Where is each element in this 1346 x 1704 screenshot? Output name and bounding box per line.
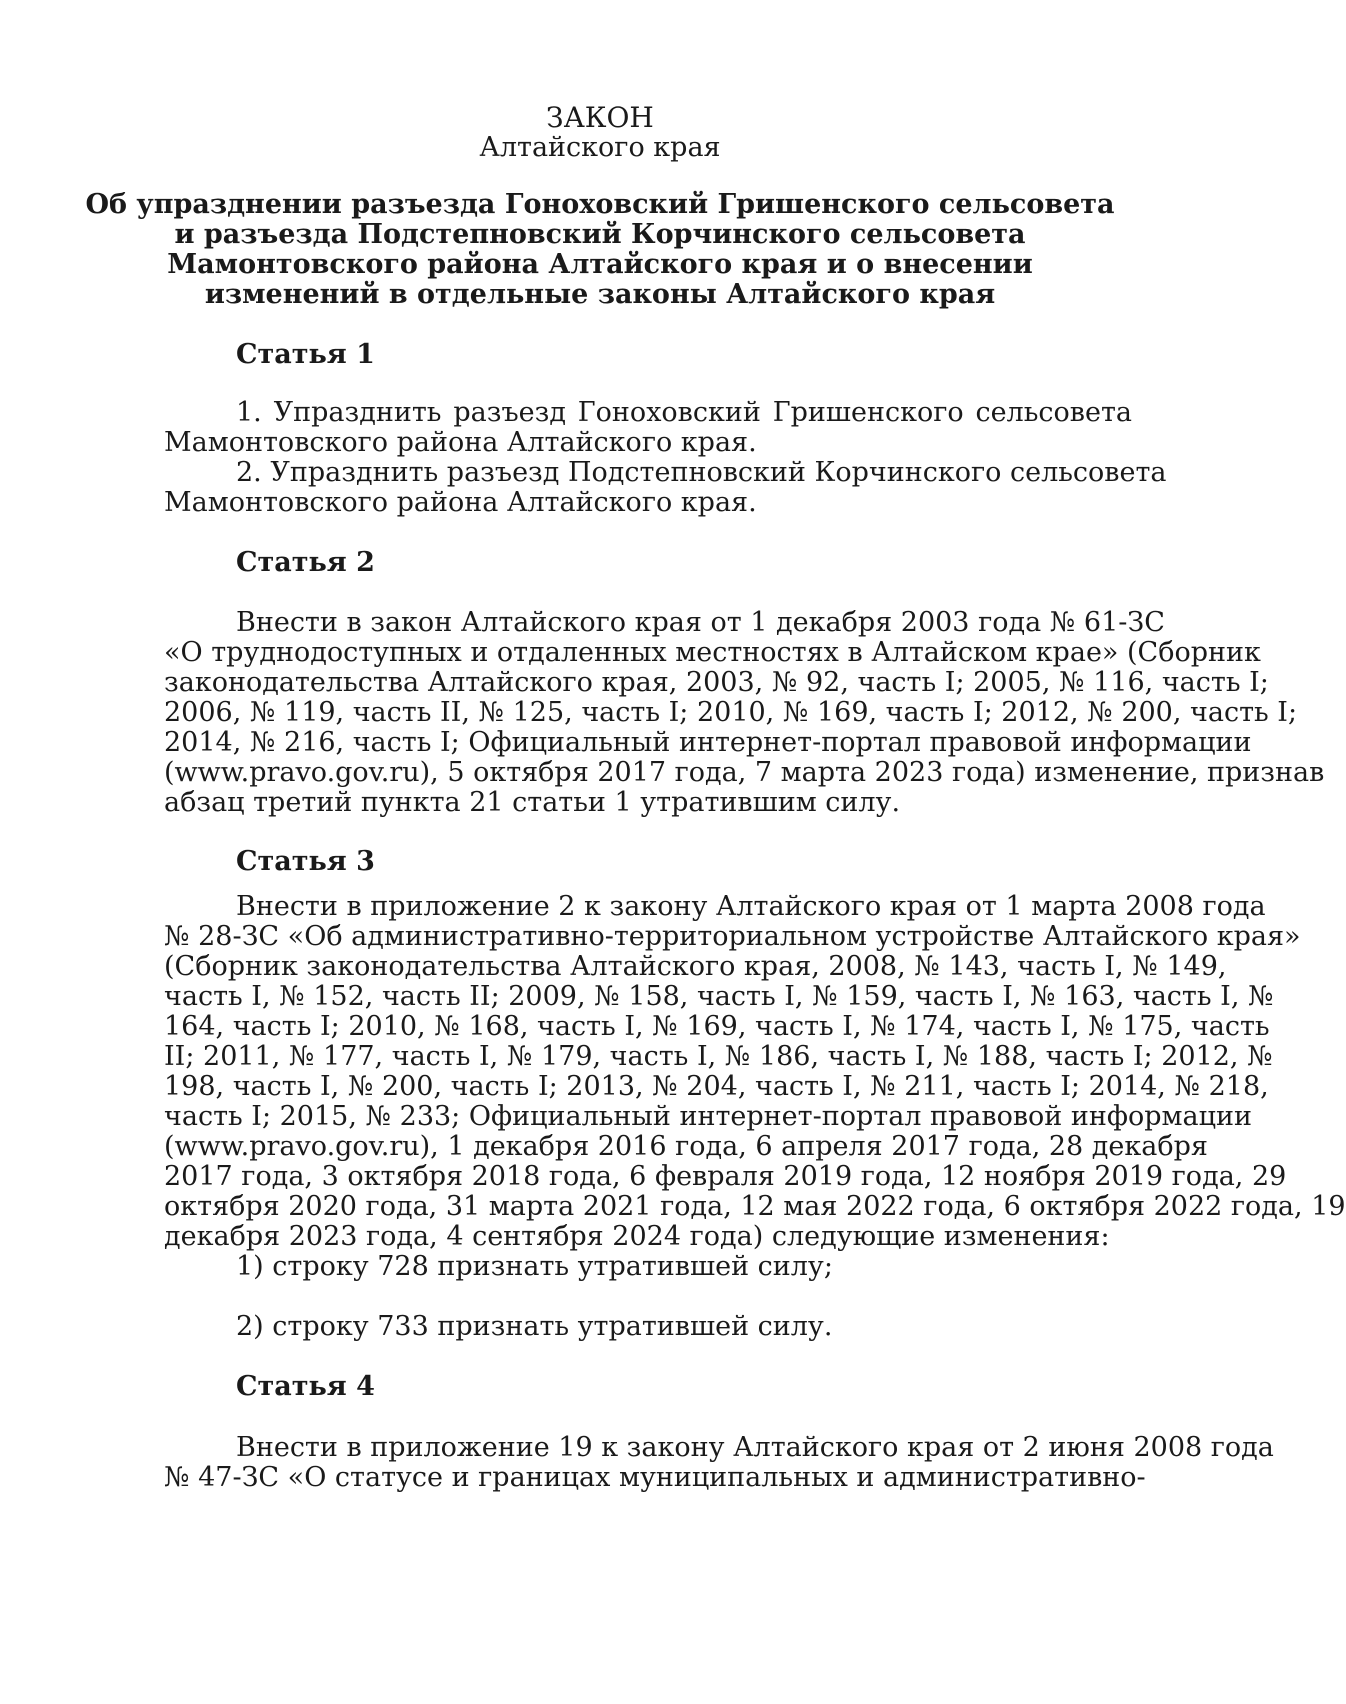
title-line: Об упразднении разъезда Гоноховский Гришенского сельсовета	[85, 189, 1115, 220]
list-item: 2) строку 733 признать утратившей силу.	[236, 1311, 833, 1342]
title-line: Мамонтовского района Алтайского края и о внесении	[167, 249, 1033, 280]
title-line: и разъезда Подстепновский Корчинского сельсовета	[174, 219, 1026, 250]
paragraph-line: октября 2020 года, 31 марта 2021 года, 12 мая 2022 года, 6 октября 2022 года, 19	[164, 1191, 1346, 1222]
paragraph-line: Внести в закон Алтайского края от 1 декабря 2003 года № 61-ЗС	[236, 607, 1165, 638]
paragraph-line: 198, часть I, № 200, часть I; 2013, № 204, часть I, № 211, часть I; 2014, № 218,	[164, 1071, 1269, 1102]
paragraph-line: (www.pravo.gov.ru), 1 декабря 2016 года, 6 апреля 2017 года, 28 декабря	[164, 1131, 1208, 1162]
paragraph-line: Внести в приложение 2 к закону Алтайского края от 1 марта 2008 года	[236, 891, 1266, 922]
paragraph-line: Мамонтовского района Алтайского края.	[164, 487, 757, 518]
article-heading: Статья 1	[236, 339, 375, 370]
paragraph-line: 2. Упразднить разъезд Подстепновский Корчинского сельсовета	[236, 457, 1167, 488]
list-item: 1) строку 728 признать утратившей силу;	[236, 1251, 833, 1282]
paragraph-line: (www.pravo.gov.ru), 5 октября 2017 года, 7 марта 2023 года) изменение, признав	[164, 757, 1325, 788]
article-heading: Статья 4	[236, 1371, 375, 1402]
article-heading: Статья 3	[236, 846, 375, 877]
paragraph-line: 2014, № 216, часть I; Официальный интернет-портал правовой информации	[164, 727, 1252, 758]
paragraph-line: 2006, № 119, часть II, № 125, часть I; 2010, № 169, часть I; 2012, № 200, часть I;	[164, 697, 1298, 728]
region-name: Алтайского края	[479, 132, 721, 163]
paragraph-line: законодательства Алтайского края, 2003, № 92, часть I; 2005, № 116, часть I;	[164, 667, 1269, 698]
paragraph-line: 164, часть I; 2010, № 168, часть I, № 169, часть I, № 174, часть I, № 175, часть	[164, 1011, 1270, 1042]
paragraph-line: II; 2011, № 177, часть I, № 179, часть I, № 186, часть I, № 188, часть I; 2012, №	[164, 1041, 1273, 1072]
paragraph-line: абзац третий пункта 21 статьи 1 утратившим силу.	[164, 787, 901, 818]
article-heading: Статья 2	[236, 547, 375, 578]
paragraph-line: «О труднодоступных и отдаленных местностях в Алтайском крае» (Сборник	[164, 637, 1261, 668]
law-label: ЗАКОН	[546, 101, 654, 134]
paragraph-line: Мамонтовского района Алтайского края.	[164, 427, 757, 458]
title-line: изменений в отдельные законы Алтайского края	[204, 279, 996, 310]
paragraph-line: декабря 2023 года, 4 сентября 2024 года) следующие изменения:	[164, 1221, 1110, 1252]
paragraph-line: (Сборник законодательства Алтайского края, 2008, № 143, часть I, № 149,	[164, 951, 1227, 982]
paragraph-line: 2017 года, 3 октября 2018 года, 6 февраля 2019 года, 12 ноября 2019 года, 29	[164, 1161, 1287, 1192]
paragraph-line: Внести в приложение 19 к закону Алтайского края от 2 июня 2008 года	[236, 1432, 1274, 1463]
paragraph-line: 1. Упразднить разъезд Гоноховский Гришенского сельсовета	[236, 397, 1132, 428]
paragraph-line: часть I; 2015, № 233; Официальный интернет-портал правовой информации	[164, 1101, 1253, 1132]
paragraph-line: № 47-ЗС «О статусе и границах муниципальных и административно-	[164, 1462, 1146, 1493]
paragraph-line: № 28-ЗС «Об административно-территориальном устройстве Алтайского края»	[164, 921, 1301, 952]
paragraph-line: часть I, № 152, часть II; 2009, № 158, часть I, № 159, часть I, № 163, часть I, №	[164, 981, 1274, 1012]
